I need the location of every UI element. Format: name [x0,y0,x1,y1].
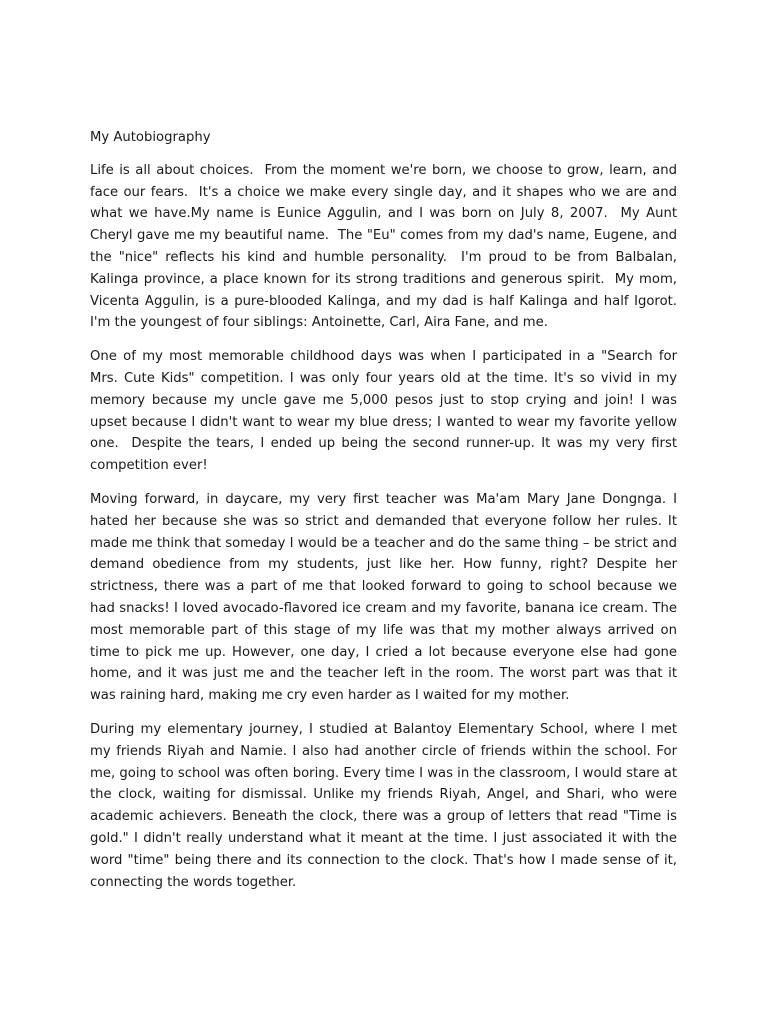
paragraph-intro: Life is all about choices. From the moment we're born, we choose to grow, learn, and face our fears. It's a choice we make every single day, and it shapes who we are and what we have.My name is Eunice Aggulin, and I was born on July 8, 2007. My Aunt Cheryl gave me my beautiful name. The "Eu" comes from my dad's name, Eugene, and the "nice" reflects his kind and humble personality. I'm proud to be from Balbalan, Kalinga province, a place known for its strong traditions and generous spirit. My mom, Vicenta Aggulin, is a pure-blooded Kalinga, and my dad is half Kalinga and half Igorot. I'm the youngest of four siblings: Antoinette, Carl, Aira Fane, and me. [90,162,686,331]
document-title: My Autobiography [90,130,211,145]
document-body [90,127,686,905]
paragraph-childhood: One of my most memorable childhood days was when I participated in a "Search for Mrs. Cute Kids" competition. I was only four years old at the time. It's so vivid in my memory because my uncle gave me 5,000 pesos just to stop crying and join! I was upset because I didn't want to wear my blue dress; I wanted to wear my favorite yellow one. Despite the tears, I ended up being the second runner-up. It was my very first competition ever! [90,349,682,474]
paragraph-daycare: Moving forward, in daycare, my very first teacher was Ma'am Mary Jane Dongnga. I hated her because she was so strict and demanded that everyone follow her rules. It made me think that someday I would be a teacher and do the same thing – be strict and demand obedience from my students, just like her. How funny, right? Despite her strictness, there was a part of me that looked forward to going to school because we had snacks! I loved avocado-flavored ice cream and my favorite, banana ice cream. The most memorable part of this stage of my life was that my mother always arrived on time to pick me up. However, one day, I cried a lot because everyone else had gone home, and it was just me and the teacher left in the room. The worst part was that it was raining hard, making me cry even harder as I waited for my mother. [90,491,682,704]
paragraph-elementary: During my elementary journey, I studied at Balantoy Elementary School, where I met my friends Riyah and Namie. I also had another circle of friends within the school. For me, going to school was often boring. Every time I was in the classroom, I would stare at the clock, waiting for dismissal. Unlike my friends Riyah, Angel, and Shari, who were academic achievers. Beneath the clock, there was a group of letters that read "Time is gold." I didn't really understand what it meant at the time. I just associated it with the word "time" being there and its connection to the clock. That's how I made sense of it, connecting the words together. [90,721,682,890]
